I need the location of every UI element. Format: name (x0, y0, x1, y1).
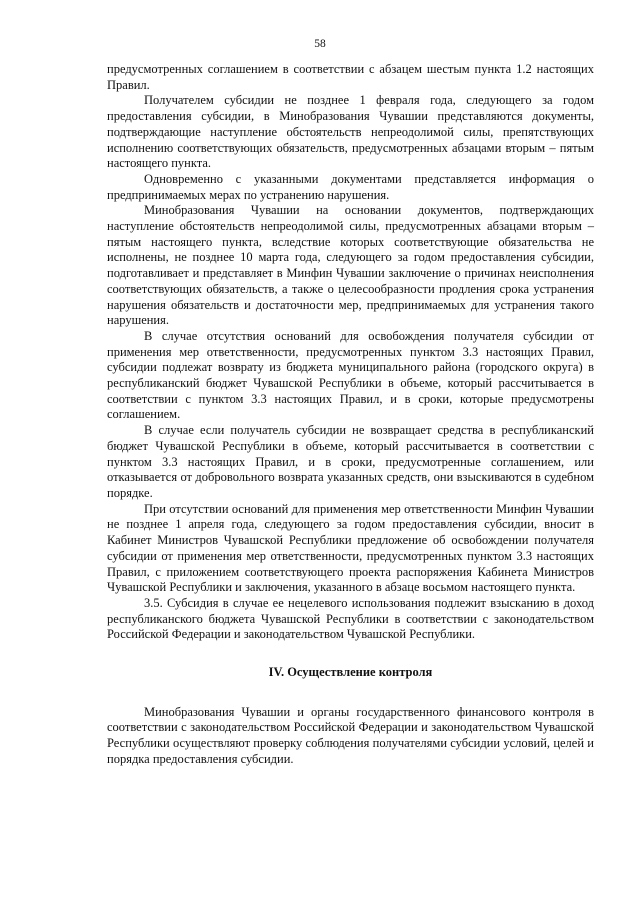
page-number: 58 (314, 38, 326, 50)
paragraph: Минобразования Чувашии на основании документов, подтверждающих наступление обстоятельств непреодолимой силы, предусмотренных абзацами вторым – пятым настоящего пункта, вследствие которых соответствующие обязательства не исполнены, не позднее 10 марта года, следующего за годом предоставления субсидии, подготавливает и представляет в Минфин Чувашии заключение о причинах неисполнения соответствующих обязательств, а также о целесообразности продления срока устранения нарушения обязательств и достаточности мер, предпринимаемых для устранения такого нарушения. (107, 203, 594, 328)
section-heading: IV. Осуществление контроля (268, 665, 433, 680)
paragraph: При отсутствии оснований для применения мер ответственности Минфин Чувашии не позднее 1 апреля года, следующего за годом предоставления субсидии, вносит в Кабинет Министров Чувашской Республики предложение об освобождении получателя субсидии от применения мер ответственности, предусмотренных пунктом 3.3 настоящих Правил, с приложением соответствующего проекта распоряжения Кабинета Министров Чувашской Республики и заключения, указанного в абзаце восьмом настоящего пункта. (107, 501, 594, 595)
paragraph: Минобразования Чувашии и органы государственного финансового контроля в соответствии с законодательством Российской Федерации и законодательством Чувашской Республики осуществляют проверку соблюдения получателями субсидии условий, целей и порядка предоставления субсидии. (107, 704, 594, 766)
paragraph: Одновременно с указанными документами представляется информация о предпринимаемых мерах по устранению нарушения. (107, 171, 594, 202)
paragraph: В случае если получатель субсидии не возвращает средства в республиканский бюджет Чувашской Республики в объеме, который рассчитывается в соответствии с пунктом 3.3 настоящих Правил, и в сроки, предусмотренные соглашением, или отказывается от добровольного возврата указанных средств, они взыскиваются в судебном порядке. (107, 423, 594, 500)
paragraph: 3.5. Субсидия в случае ее нецелевого использования подлежит взысканию в доход республиканского бюджета Чувашской Республики в соответствии с законодательством Российской Федерации и законодательством Чувашской Республики. (107, 595, 594, 642)
paragraph: Получателем субсидии не позднее 1 февраля года, следующего за годом предоставления субсидии, в Минобразования Чувашии представляются документы, подтверждающие наступление обстоятельств непреодолимой силы, препятствующих исполнению соответствующих обязательств, предусмотренных абзацами вторым – пятым настоящего пункта. (107, 93, 594, 171)
document-body (107, 62, 594, 768)
paragraph-continued: предусмотренных соглашением в соответствии с абзацем шестым пункта 1.2 настоящих Правил. (107, 62, 594, 92)
paragraph: В случае отсутствия оснований для освобождения получателя субсидии от применения мер ответственности, предусмотренных пунктом 3.3 настоящих Правил, субсидии подлежат возврату из бюджета муниципального района (городского округа) в республиканский бюджет Чувашской Республики в объеме, который рассчитывается в соответствии с пунктом 3.3 настоящих Правил, и в сроки, которые предусмотрены соглашением. (107, 328, 594, 422)
